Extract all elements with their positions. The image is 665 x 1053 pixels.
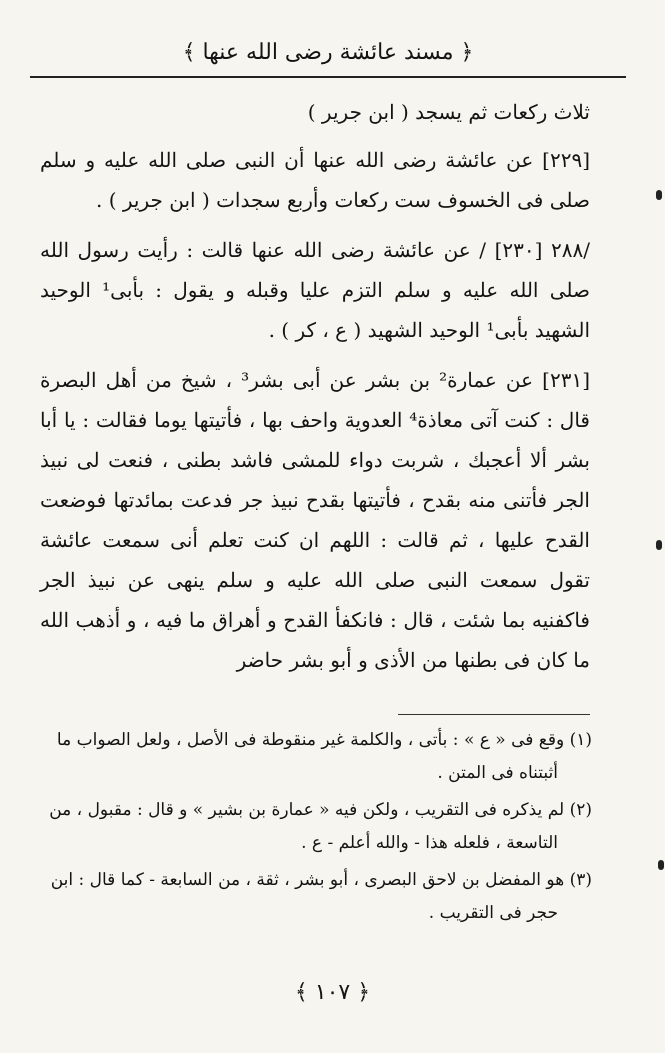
- footnote-3-line2: حجر فى التقريب .: [428, 903, 558, 923]
- footnote-3-line1: (٣) هو المفضل بن لاحق البصرى ، أبو بشر ، ثقة ، من السابعة - كما قال : ابن: [50, 870, 592, 890]
- hadith-230: /٢٨٨ [٢٣٠] / عن عائشة رضى الله عنها قالت : رأيت رسول الله صلى الله عليه و سلم التزم عليا وقبله و يقول : بأبى¹ الوحيد الشهيد بأبى¹ الوحيد الشهيد ( ع ، كر ) .: [40, 238, 590, 342]
- footnote-1: [40, 724, 592, 790]
- page-number: ﴿ ١٠٧ ﴾: [294, 980, 371, 1005]
- margin-mark: [658, 860, 664, 870]
- footnote-2: [40, 794, 592, 860]
- footnote-1-line2: أثبتناه فى المتن .: [437, 763, 558, 783]
- footnote-3: [40, 864, 592, 930]
- footnote-2-line1: (٢) لم يذكره فى التقريب ، ولكن فيه « عمارة بن بشير » و قال : مقبول ، من: [49, 800, 592, 820]
- header-divider: [30, 76, 626, 78]
- footnote-1-line1: (١) وقع فى « ع » : بأتى ، والكلمة غير منقوطة فى الأصل ، ولعل الصواب ما: [56, 730, 592, 750]
- paragraph-continuation: ثلاث ركعات ثم يسجد ( ابن جرير ): [307, 100, 590, 124]
- hadith-231: [٢٣١] عن عمارة² بن بشر عن أبى بشر³ ، شيخ من أهل البصرة قال : كنت آتى معاذة⁴ العدوية واحف بها ، فأتيتها يوما فقالت : يا أبا بشر ألا أعجبك ، شربت دواء للمشى فاشد بطنى ، فنعت لى نبيذ الجر فأتنى منه بقدح ، فأتيتها بقدح نبيذ جر فدعت بمائدتها فوضعت القدح عليها ، ثم قالت : اللهم ان كنت تعلم أنى سمعت عائشة تقول سمعت النبى صلى الله عليه و سلم ينهى عن نبيذ الجر فاكفنيه بما شئت ، قال : فانكفأ القدح و أهراق ما فيه ، و أذهب الله ما كان فى بطنها من الأذى و أبو بشر حاضر: [40, 368, 590, 672]
- hadith-229: [٢٢٩] عن عائشة رضى الله عنها أن النبى صلى الله عليه و سلم صلى فى الخسوف ست ركعات وأربع سجدات ( ابن جرير ) .: [40, 148, 590, 212]
- margin-mark: [656, 540, 662, 550]
- footnotes: [40, 724, 592, 934]
- main-text: [40, 92, 590, 690]
- running-header: ﴿ مسند عائشة رضى الله عنها ﴾: [182, 40, 474, 65]
- footnote-2-line2: التاسعة ، فلعله هذا - والله أعلم - ع .: [301, 833, 558, 853]
- footnote-divider: [398, 714, 590, 715]
- margin-mark: [656, 190, 662, 200]
